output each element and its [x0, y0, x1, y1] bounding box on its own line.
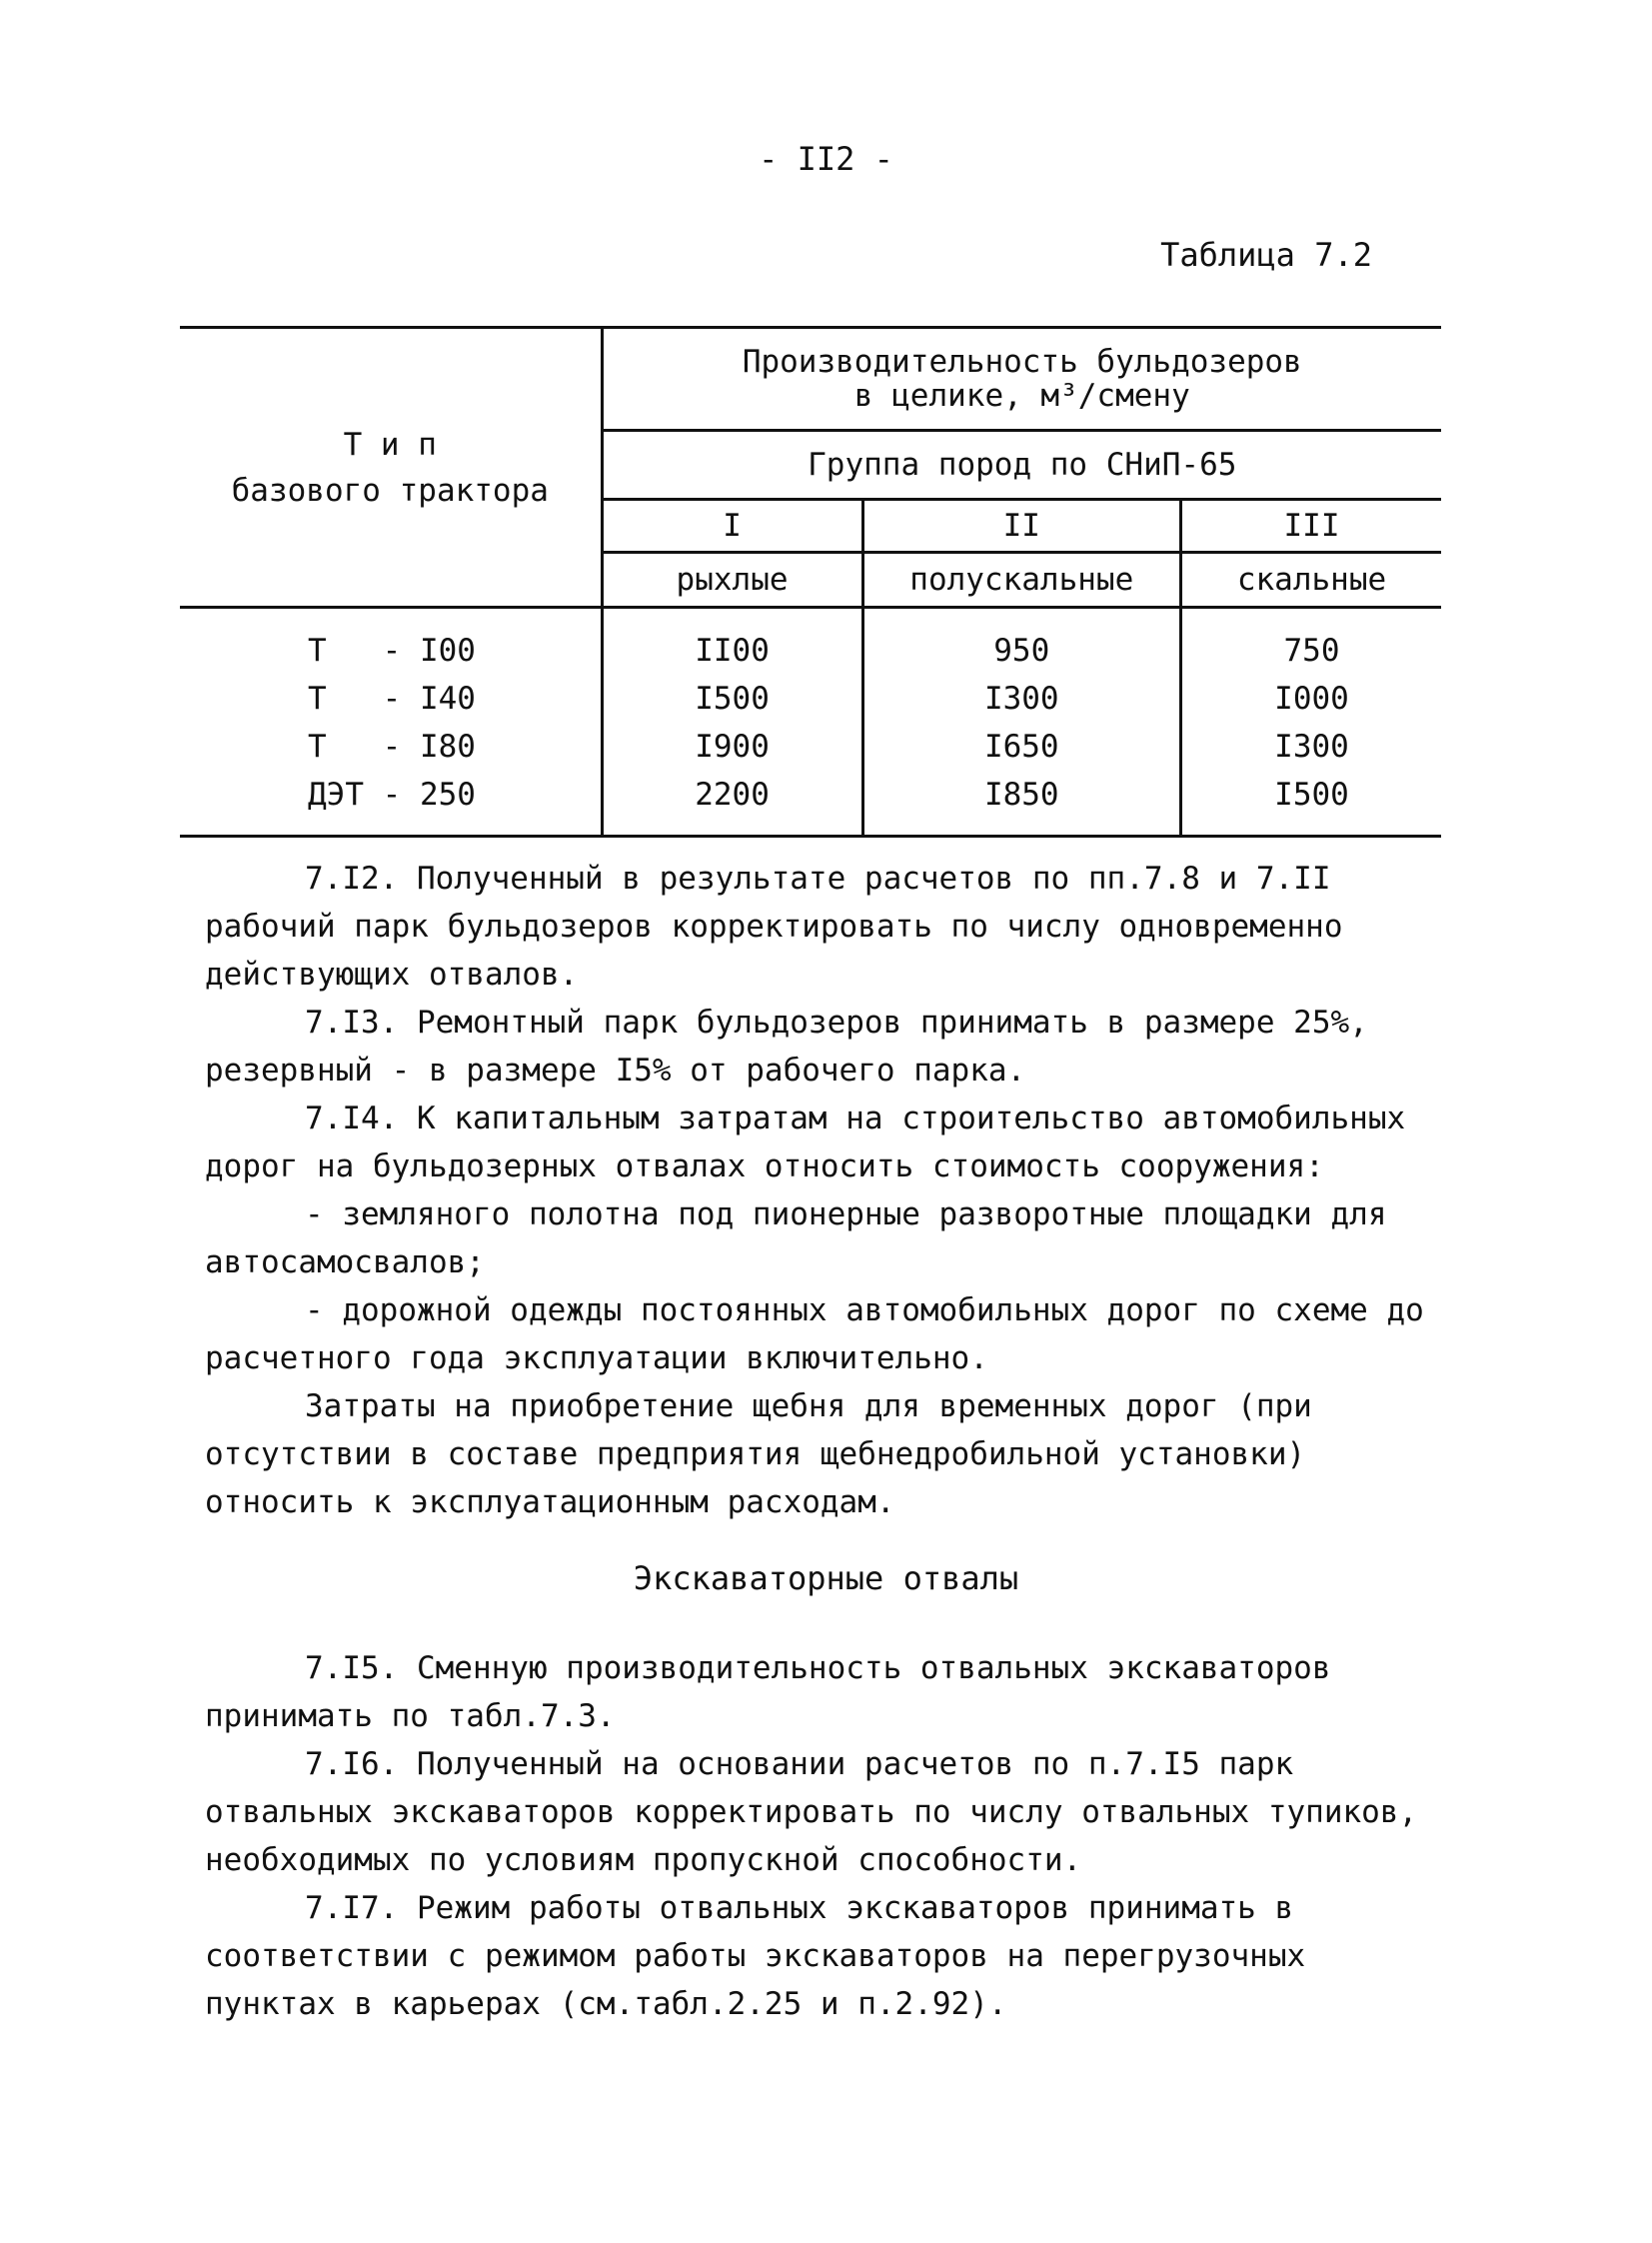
- list-item: - дорожной одежды постоянных автомобильных дорог по схеме до расчетного года эксплуатации включительно.: [205, 1292, 1424, 1376]
- category-semi-rock: полускальные: [862, 553, 1180, 608]
- value-cell: I900: [602, 723, 862, 771]
- table-row: [180, 675, 1441, 723]
- paragraph-7-15: 7.I5. Сменную производительность отвальных экскаваторов принимать по табл.7.3.: [205, 1650, 1331, 1734]
- value-cell: I300: [862, 675, 1180, 723]
- table-row: [180, 771, 1441, 837]
- value-cell: I500: [1181, 771, 1442, 837]
- type-header: [180, 328, 602, 608]
- type-header-line2: базового трактора: [231, 472, 549, 509]
- bulldozer-productivity-table: [180, 326, 1441, 838]
- paragraph-7-13: 7.I3. Ремонтный парк бульдозеров принимать в размере 25%, резервный - в размере I5% от рабочего парка.: [205, 1005, 1368, 1089]
- paragraph-7-17: 7.I7. Режим работы отвальных экскаваторов принимать в соответствии с режимом работы экскаваторов на перегрузочных пунктах в карьерах (см.табл.2.25 и п.2.92).: [205, 1890, 1306, 2022]
- value-cell: I000: [1274, 681, 1349, 717]
- table-label: Таблица 7.2: [1160, 236, 1372, 274]
- paragraph-crushed-stone: Затраты на приобретение щебня для временных дорог (при отсутствии в составе предприятия щебнедробильной установки) относить к эксплуатационным расходам.: [205, 1388, 1312, 1520]
- body-text-top: [205, 855, 1454, 1526]
- productivity-header: [602, 328, 1441, 431]
- group-number-3: III: [1181, 500, 1442, 553]
- category-loose: рыхлые: [602, 553, 862, 608]
- value-cell: 750: [1283, 633, 1340, 669]
- productivity-header-line2: в целике, м³/смену: [853, 378, 1190, 414]
- value-cell: 950: [862, 608, 1180, 676]
- value-cell: I850: [862, 771, 1180, 837]
- value-cell: II00: [602, 608, 862, 676]
- page-number: - II2 -: [759, 140, 893, 178]
- category-rock: скальные: [1181, 553, 1442, 608]
- type-header-line1: Т и п: [343, 426, 437, 463]
- tractor-type-cell: ДЭТ - 250: [180, 771, 602, 837]
- value-cell: I300: [1274, 729, 1349, 765]
- list-item: - земляного полотна под пионерные разворотные площадки для автосамосвалов;: [205, 1196, 1387, 1280]
- table-row: [180, 608, 1441, 676]
- value-cell: I650: [862, 723, 1180, 771]
- tractor-type-cell: Т - I00: [180, 608, 602, 676]
- section-title: Экскаваторные отвалы: [633, 1559, 1019, 1597]
- group-number-1: I: [602, 500, 862, 553]
- table-row: [180, 723, 1441, 771]
- productivity-header-line1: Производительность бульдозеров: [742, 344, 1302, 380]
- tractor-type-cell: Т - I80: [180, 723, 602, 771]
- paragraph-7-14: 7.I4. К капитальным затратам на строительство автомобильных дорог на бульдозерных отвалах относить стоимость сооружения:: [205, 1101, 1406, 1184]
- value-cell: I500: [602, 675, 862, 723]
- paragraph-7-16: 7.I6. Полученный на основании расчетов по п.7.I5 парк отвальных экскаваторов корректировать по числу отвальных тупиков, необходимых по условиям пропускной способности.: [205, 1746, 1418, 1878]
- rock-group-header: Группа пород по СНиП-65: [602, 431, 1441, 500]
- tractor-type-cell: Т - I40: [180, 675, 602, 723]
- body-text-bottom: [205, 1644, 1454, 2028]
- group-number-2: II: [862, 500, 1180, 553]
- value-cell: 2200: [602, 771, 862, 837]
- paragraph-7-12: 7.I2. Полученный в результате расчетов по пп.7.8 и 7.II рабочий парк бульдозеров корректировать по числу одновременно действующих отвалов.: [205, 861, 1343, 993]
